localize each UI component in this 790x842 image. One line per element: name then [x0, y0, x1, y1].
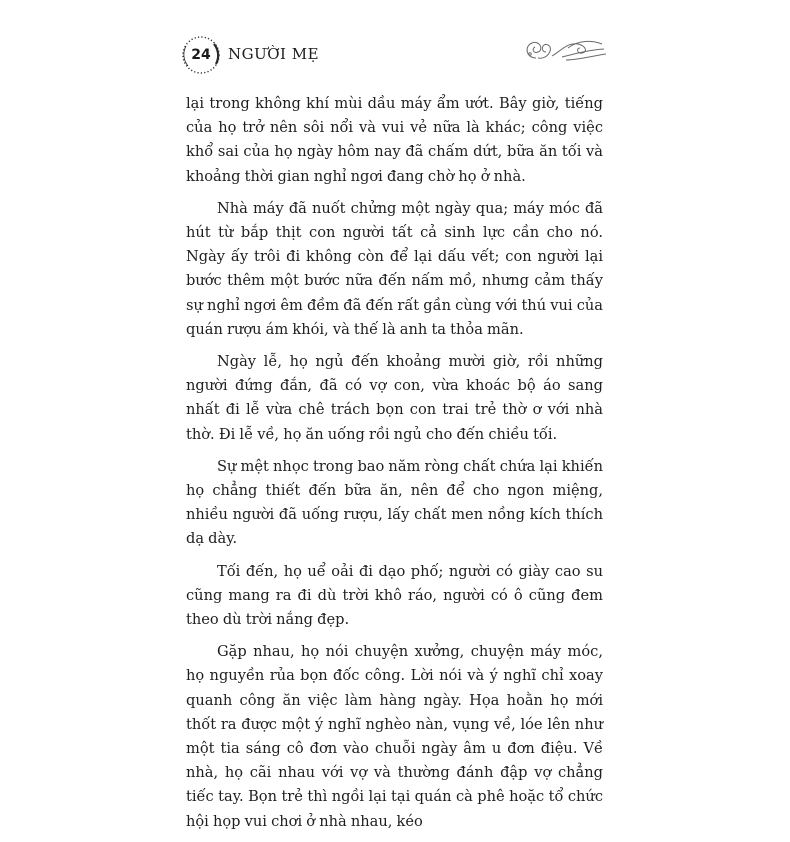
body-text [186, 92, 603, 842]
paragraph: Nhà máy đã nuốt chửng một ngày qua; máy móc đã hút từ bắp thịt con người tất cả sinh lực cần cho nó. Ngày ấy trôi đi không còn để lại dấu vết; con người lại bước thêm một bước nữa đến nấm mồ, nhưng cảm thấy sự nghỉ ngơi êm đềm đã đến rất gần cùng với thú vui của quán rượu ám khói, và thế là anh ta thỏa mãn. [186, 199, 603, 338]
flourish-ornament-icon [522, 36, 608, 66]
paragraph: Tối đến, họ uể oải đi dạo phố; người có giày cao su cũng mang ra đi dù trời khô ráo, người có ô cũng đem theo dù trời nắng đẹp. [186, 562, 603, 629]
page-number-badge [180, 34, 222, 76]
page-number: 24 [191, 47, 211, 63]
paragraph: lại trong không khí mùi dầu máy ẩm ướt. Bây giờ, tiếng của họ trở nên sôi nổi và vui vẻ nữa là khác; công việc khổ sai của họ ngày hôm nay đã chấm dứt, bữa ăn tối và khoảng thời gian nghỉ ngơi đang chờ họ ở nhà. [186, 95, 603, 185]
paragraph: Ngày lễ, họ ngủ đến khoảng mười giờ, rồi những người đứng đắn, đã có vợ con, vừa khoác bộ áo sang nhất đi lễ vừa chê trách bọn con trai trẻ thờ ơ với nhà thờ. Đi lễ về, họ ăn uống rồi ngủ cho đến chiều tối. [186, 353, 603, 443]
paragraph: Gặp nhau, họ nói chuyện xưởng, chuyện máy móc, họ nguyền rủa bọn đốc công. Lời nói và ý nghĩ chỉ xoay quanh công ăn việc làm hàng ngày. Họa hoằn họ mới thốt ra được một ý nghĩ nghèo nàn, vụng về, lóe lên như một tia sáng cô đơn vào chuỗi ngày âm u đơn điệu. Về nhà, họ cãi nhau với vợ và thường đánh đập vợ chẳng tiếc tay. Bọn trẻ thì ngồi lại tại quán cà phê hoặc tổ chức hội họp vui chơi ở nhà nhau, kéo [186, 643, 603, 830]
chapter-title: NGƯỜI MẸ [228, 45, 320, 63]
paragraph: Sự mệt nhọc trong bao năm ròng chất chứa lại khiến họ chẳng thiết đến bữa ăn, nên để cho ngon miệng, nhiều người đã uống rượu, lấy chất men nồng kích thích dạ dày. [186, 457, 603, 548]
